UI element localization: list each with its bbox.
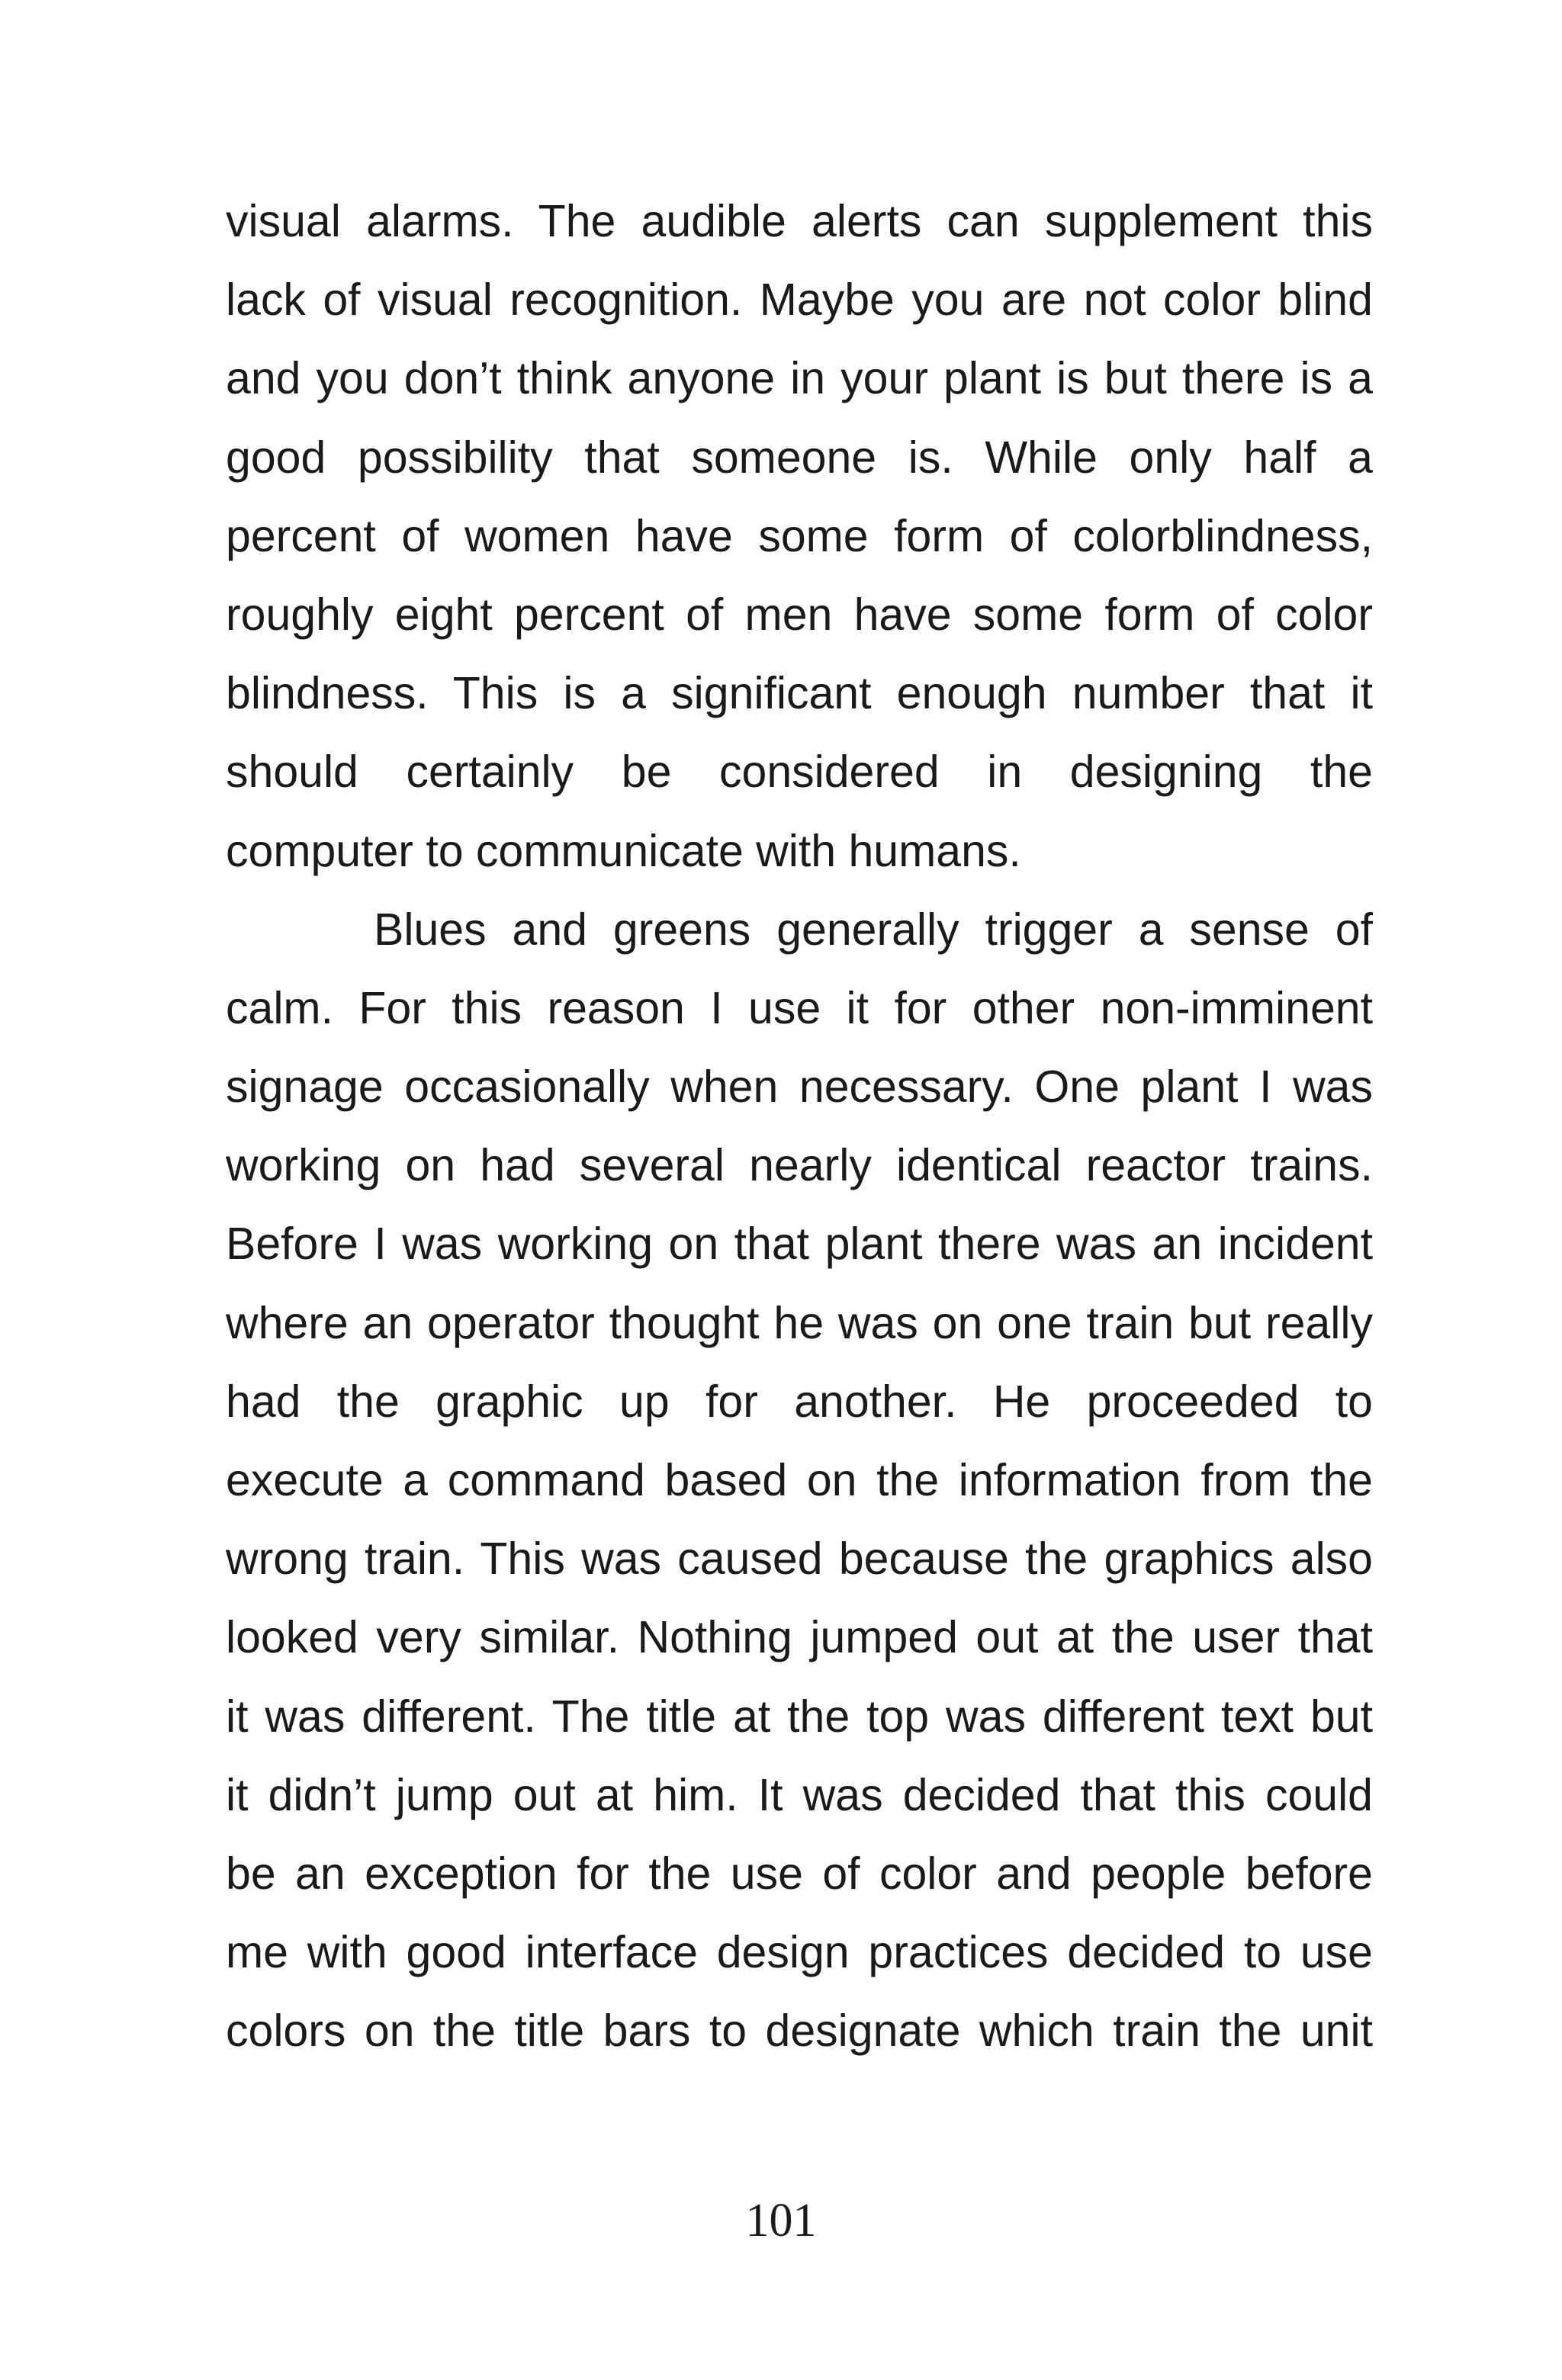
paragraph-2-line-7: had the graphic up for another. He proceeded to xyxy=(226,1376,1373,1427)
paragraph-1-line-2: lack of visual recognition. Maybe you are not color blind xyxy=(226,275,1373,326)
paragraph-2-line-10: looked very similar. Nothing jumped out at the user that xyxy=(226,1612,1373,1663)
paragraph-1-line-1: visual alarms. The audible alerts can supplement this xyxy=(226,196,1373,246)
paragraph-2-line-3: signage occasionally when necessary. One plant I was xyxy=(226,1062,1373,1113)
paragraph-2-line-14: me with good interface design practices decided to use xyxy=(226,1927,1373,1978)
paragraph-1-line-8: should certainly be considered in designing the xyxy=(226,747,1373,798)
paragraph-2-line-4: working on had several nearly identical reactor trains. xyxy=(226,1140,1373,1191)
paragraph-2-line-11: it was different. The title at the top was different text but xyxy=(226,1691,1373,1742)
paragraph-2-line-15: colors on the title bars to designate which train the unit xyxy=(226,2006,1373,2057)
paragraph-2-line-6: where an operator thought he was on one train but really xyxy=(226,1297,1373,1348)
paragraph-1-line-9: computer to communicate with humans. xyxy=(226,825,1021,876)
paragraph-2-line-13: be an exception for the use of color and people before xyxy=(226,1848,1373,1899)
paragraph-2-line-1: Blues and greens generally trigger a sense of xyxy=(374,904,1373,955)
paragraph-2-line-5: Before I was working on that plant there was an incident xyxy=(226,1219,1373,1270)
paragraph-1-line-5: percent of women have some form of colorblindness, xyxy=(226,510,1373,561)
paragraph-1-line-7: blindness. This is a significant enough number that it xyxy=(226,668,1373,719)
paragraph-1-line-3: and you don’t think anyone in your plant is but there is a xyxy=(226,353,1373,404)
page-number: 101 xyxy=(745,2195,817,2247)
paragraph-2-line-12: it didn’t jump out at him. It was decided that this could xyxy=(226,1769,1373,1820)
paragraph-2-line-9: wrong train. This was caused because the graphics also xyxy=(226,1534,1373,1585)
paragraph-2-line-8: execute a command based on the information from the xyxy=(226,1455,1373,1505)
body-text xyxy=(226,191,1373,2080)
paragraph-1-line-6: roughly eight percent of men have some form of color xyxy=(226,589,1373,640)
paragraph-1-line-4: good possibility that someone is. While only half a xyxy=(226,432,1373,483)
paragraph-2-line-2: calm. For this reason I use it for other non-imminent xyxy=(226,982,1373,1033)
